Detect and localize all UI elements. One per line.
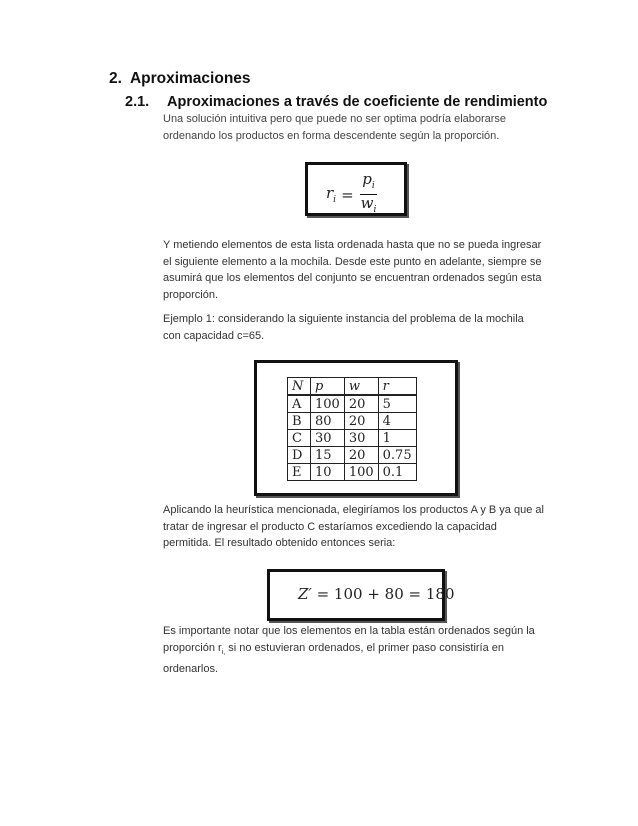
instance-table-box: [254, 360, 458, 496]
table-header-cell: w: [344, 378, 378, 396]
text-fragment: proporción r: [163, 641, 222, 654]
ratio-numerator-sub: i: [371, 181, 375, 191]
ratio-formula-box: [305, 162, 407, 216]
table-cell: 30: [344, 430, 378, 447]
ratio-equals: =: [341, 185, 354, 204]
table-row: [288, 395, 417, 413]
text-line: Aplicando la heurística mencionada, elegiríamos los productos A y B ya que al: [163, 504, 544, 516]
section-title: Aproximaciones: [129, 70, 251, 87]
section-number: 2.: [109, 70, 122, 87]
table-cell: 20: [344, 413, 378, 430]
table-cell: E: [288, 464, 311, 481]
subsection-number: 2.1.: [125, 94, 150, 110]
table-cell: 0.75: [378, 447, 416, 464]
table-header-row: [288, 378, 417, 396]
table-row: [288, 430, 417, 447]
table-cell: 15: [311, 447, 345, 464]
text-line: permitida. El resultado obtenido entonces seria:: [163, 537, 396, 549]
table-cell: 20: [344, 395, 378, 413]
table-cell: B: [288, 413, 311, 430]
result-formula-box: [267, 569, 455, 621]
text-line: con capacidad c=65.: [163, 329, 265, 342]
result-rhs: = 100 + 80 = 180: [311, 585, 455, 603]
ratio-formula: [326, 171, 378, 218]
ratio-subscript: i,: [221, 648, 226, 656]
paragraph-heuristic: [163, 502, 558, 552]
ratio-fraction: [359, 171, 379, 218]
text-line: tratar de ingresar el producto C estaríamos excediendo la capacidad: [163, 520, 497, 533]
text-line: ordenarlos.: [163, 663, 219, 676]
ratio-numerator: p: [362, 170, 372, 188]
table-row: [288, 413, 417, 430]
text-line: Una solución intuitiva pero que puede no ser optima podría elaborarse: [163, 113, 507, 125]
table-cell: 10: [311, 464, 345, 481]
paragraph-note: [163, 623, 558, 678]
intro-paragraph: [163, 111, 558, 144]
result-lhs: Z′: [298, 585, 312, 603]
text-line: Ejemplo 1: considerando la siguiente instancia del problema de la mochila: [163, 313, 524, 325]
table-cell: D: [288, 447, 311, 464]
ratio-lhs: r: [326, 184, 334, 202]
table-cell: 100: [344, 464, 378, 481]
table-row: [288, 447, 417, 464]
subsection-title: Aproximaciones a través de coeficiente de rendimiento: [167, 94, 548, 110]
table-cell: C: [288, 430, 311, 447]
instance-table: [287, 377, 417, 481]
table-cell: A: [288, 395, 311, 413]
ratio-denominator: w: [360, 194, 374, 212]
text-line: proporción.: [163, 288, 219, 301]
text-line: [163, 640, 558, 662]
text-line: Y metiendo elementos de esta lista ordenada hasta que no se pueda ingresar: [163, 239, 542, 251]
result-formula: [298, 585, 455, 603]
text-line: Es importante notar que los elementos en la tabla están ordenados según la: [163, 625, 535, 637]
table-header-cell: p: [311, 378, 345, 396]
table-cell: 30: [311, 430, 345, 447]
table-cell: 4: [378, 413, 416, 430]
paragraph-list-order: [163, 237, 558, 303]
subsection-heading: [125, 94, 547, 110]
ratio-lhs-sub: i: [333, 195, 337, 205]
table-cell: 5: [378, 395, 416, 413]
text-line: el siguiente elemento a la mochila. Desde este punto en adelante, siempre se: [163, 255, 542, 268]
ratio-denominator-sub: i: [373, 205, 377, 215]
section-heading: [109, 70, 251, 88]
table-header-cell: N: [288, 378, 311, 396]
table-cell: 100: [311, 395, 345, 413]
text-line: ordenando los productos en forma descendente según la proporción.: [163, 129, 500, 142]
paragraph-example: [163, 311, 558, 344]
table-header-cell: r: [378, 378, 416, 396]
table-row: [288, 464, 417, 481]
text-fragment: si no estuvieran ordenados, el primer paso consistiría en: [225, 641, 505, 654]
table-cell: 20: [344, 447, 378, 464]
table-cell: 1: [378, 430, 416, 447]
text-line: asumirá que los elementos del conjunto se encuentran ordenados según esta: [163, 272, 542, 284]
table-cell: 80: [311, 413, 345, 430]
table-cell: 0.1: [378, 464, 416, 481]
